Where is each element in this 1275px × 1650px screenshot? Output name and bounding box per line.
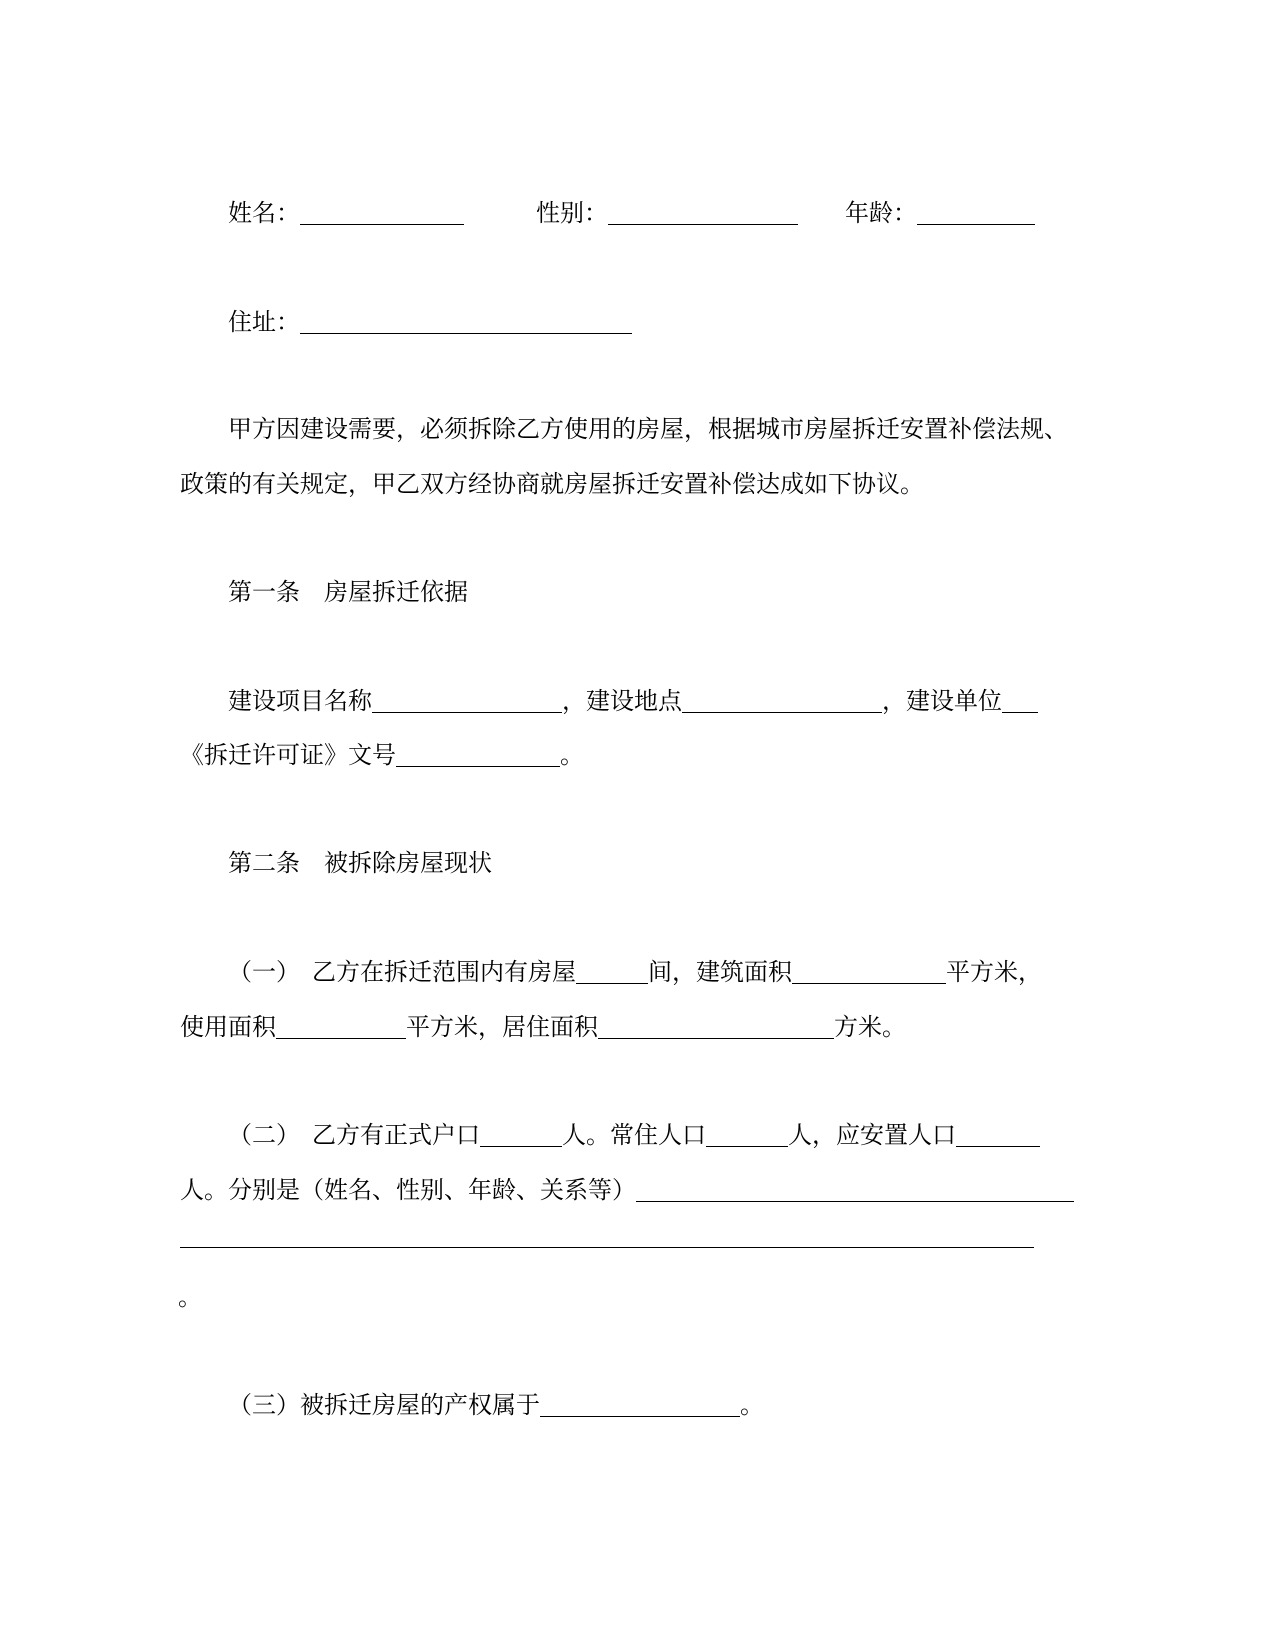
- item-2-line-2: [180, 1175, 1074, 1205]
- live-area-blank[interactable]: [598, 1014, 834, 1039]
- item-3-line: [228, 1390, 764, 1420]
- address-row: [228, 307, 632, 337]
- article-1-heading: 第一条 房屋拆迁依据: [228, 578, 468, 606]
- intro-line-2: 政策的有关规定，甲乙双方经协商就房屋拆迁安置补偿达成如下协议。: [180, 470, 924, 498]
- name-row: [228, 198, 464, 228]
- ownership-blank[interactable]: [540, 1392, 740, 1417]
- item-1-prefix: （一） 乙方在拆迁范围内有房屋: [228, 958, 576, 986]
- build-area-blank[interactable]: [792, 959, 946, 984]
- item-2-end-mark: 。: [178, 1283, 202, 1311]
- item-1-line-1: [228, 957, 1042, 987]
- resident-blank[interactable]: [706, 1122, 788, 1147]
- address-label: 住址：: [228, 308, 300, 336]
- intro-line-1: 甲方因建设需要，必须拆除乙方使用的房屋，根据城市房屋拆迁安置补偿法规、: [228, 415, 1068, 443]
- members-list-label: 人。分别是（姓名、性别、年龄、关系等）: [180, 1176, 636, 1204]
- age-label: 年龄：: [845, 199, 917, 227]
- item-3-end-mark: 。: [740, 1391, 764, 1419]
- project-name-label: 建设项目名称: [228, 687, 372, 715]
- use-area-label: 使用面积: [180, 1013, 276, 1041]
- members-list-continuation-line[interactable]: [180, 1247, 1034, 1248]
- location-label: ，建设地点: [562, 687, 682, 715]
- gender-blank[interactable]: [608, 200, 798, 225]
- item-1-line-2: [180, 1012, 906, 1042]
- gender-row: [536, 198, 798, 228]
- registered-unit: 人。常住人口: [562, 1121, 706, 1149]
- rooms-unit: 间，建筑面积: [648, 958, 792, 986]
- permit-blank[interactable]: [396, 742, 560, 767]
- article-2-heading: 第二条 被拆除房屋现状: [228, 849, 492, 877]
- article-1-line-2: [180, 740, 584, 770]
- permit-label: 《拆迁许可证》文号: [180, 741, 396, 769]
- build-area-unit: 平方米，: [946, 958, 1042, 986]
- use-area-blank[interactable]: [276, 1014, 406, 1039]
- use-area-unit: 平方米，居住面积: [406, 1013, 598, 1041]
- members-list-blank[interactable]: [636, 1177, 1074, 1202]
- article-1-line-1: [228, 686, 1038, 716]
- project-name-blank[interactable]: [372, 688, 562, 713]
- rooms-blank[interactable]: [576, 959, 648, 984]
- address-blank[interactable]: [300, 309, 632, 334]
- name-blank[interactable]: [300, 200, 464, 225]
- registered-blank[interactable]: [480, 1122, 562, 1147]
- resident-unit: 人，应安置人口: [788, 1121, 956, 1149]
- age-blank[interactable]: [917, 200, 1035, 225]
- unit-blank[interactable]: [1002, 688, 1038, 713]
- unit-label: ，建设单位: [882, 687, 1002, 715]
- item-2-line-1: [228, 1120, 1040, 1150]
- resettle-blank[interactable]: [956, 1122, 1040, 1147]
- permit-end-mark: 。: [560, 741, 584, 769]
- item-2-prefix: （二） 乙方有正式户口: [228, 1121, 480, 1149]
- live-area-unit: 方米。: [834, 1013, 906, 1041]
- name-label: 姓名：: [228, 199, 300, 227]
- age-row: [845, 198, 1035, 228]
- gender-label: 性别：: [536, 199, 608, 227]
- item-3-text: （三）被拆迁房屋的产权属于: [228, 1391, 540, 1419]
- location-blank[interactable]: [682, 688, 882, 713]
